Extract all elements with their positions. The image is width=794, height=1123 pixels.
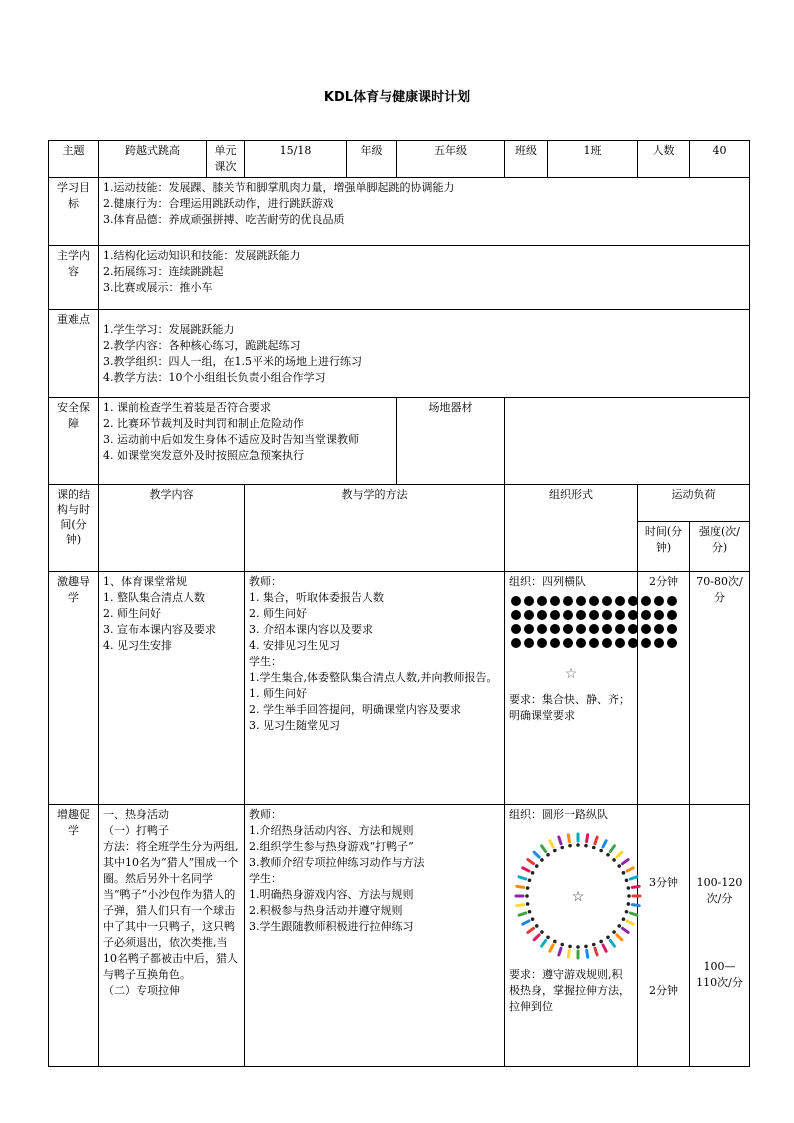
student-dot	[537, 638, 547, 648]
student-dot	[615, 596, 625, 606]
student-head	[535, 864, 539, 868]
objective-item: 2.健康行为：合理运用跳跃动作，进行跳跃游戏	[103, 197, 334, 210]
safety-label: 安全保障	[49, 398, 99, 485]
content-label: 主学内容	[49, 246, 99, 310]
student-dot	[524, 624, 534, 634]
student-head	[612, 858, 616, 862]
time-value: 3分钟	[649, 876, 678, 889]
student-figure	[550, 945, 553, 951]
circle-formation	[513, 831, 643, 961]
intensity-header: 强度(次/分)	[690, 522, 750, 572]
student-figure	[528, 928, 534, 932]
method-line: 3.教师介绍专项拉伸练习动作与方法	[249, 856, 425, 869]
method-line: 1.介绍热身活动内容、方法和规则	[249, 824, 414, 837]
teacher-star-icon: ☆	[571, 889, 585, 905]
student-dot	[576, 610, 586, 620]
student-head	[525, 894, 529, 898]
student-dot	[641, 624, 651, 634]
methods-header: 教与学的方法	[245, 485, 505, 572]
content-line: 1. 整队集合清点人数	[103, 591, 205, 604]
student-figure	[632, 886, 639, 887]
student-head	[576, 945, 580, 949]
objective-item: 1.运动技能：发展踝、膝关节和脚掌肌肉力量，增强单脚起跳的协调能力	[103, 181, 455, 194]
student-dot	[602, 610, 612, 620]
section-content	[99, 805, 245, 1067]
intensity-value: 100-120次/分	[696, 876, 743, 905]
student-head	[568, 945, 572, 949]
structure-header: 课的结构与时间(分钟)	[49, 485, 99, 572]
section-name: 激趣导学	[49, 572, 99, 805]
student-figure	[559, 837, 561, 844]
circle-formation-svg	[513, 831, 643, 961]
key-point-item: 4.教学方法：10个小组组长负责小组合作学习	[103, 370, 326, 384]
org-requirement: 要求：集合快、静、齐；明确课堂要求	[509, 693, 630, 722]
student-figure	[523, 868, 529, 871]
section-name: 增趣促学	[49, 805, 99, 1067]
student-dot	[550, 624, 560, 634]
method-line: 1. 师生问好	[249, 687, 307, 700]
section-methods	[245, 805, 505, 1067]
student-figure	[528, 860, 534, 864]
student-head	[625, 878, 629, 882]
content-line: 2. 师生问好	[103, 607, 161, 620]
student-figure	[517, 886, 524, 887]
student-figure	[632, 905, 639, 906]
student-head	[584, 945, 588, 949]
student-dot	[563, 624, 573, 634]
student-dot	[602, 624, 612, 634]
time-header: 时间(分钟)	[638, 522, 690, 572]
student-figure	[627, 921, 633, 924]
teacher-star-icon: ☆	[564, 666, 578, 682]
student-dot	[641, 610, 651, 620]
student-figure	[587, 835, 588, 842]
student-dot	[628, 638, 638, 648]
student-figure	[517, 905, 524, 906]
student-dot	[654, 610, 664, 620]
method-line: 2.组织学生参与热身游戏“打鸭子”	[249, 840, 414, 853]
student-figure	[550, 841, 553, 847]
student-dot	[589, 610, 599, 620]
grade-value: 五年级	[397, 141, 505, 178]
class-value: 1班	[548, 141, 638, 178]
student-dot	[602, 596, 612, 606]
method-line: 2. 师生问好	[249, 607, 307, 620]
student-dot	[589, 624, 599, 634]
lesson-plan-table	[48, 140, 750, 1067]
student-figure	[595, 948, 597, 955]
section-organization	[505, 572, 638, 805]
student-head	[627, 894, 631, 898]
student-figure	[587, 950, 588, 957]
section-intensity: 70-80次/分	[690, 572, 750, 805]
topic-value: 跨越式跳高	[99, 141, 207, 178]
student-figure	[595, 837, 597, 844]
content-line: （二）专项拉伸	[103, 984, 180, 997]
student-figure	[630, 913, 637, 915]
content-item: 3.比赛或展示：推小车	[103, 281, 213, 294]
student-head	[576, 843, 580, 847]
content-line: （一）打鸭子	[103, 824, 169, 837]
unit-label: 单元课次	[207, 141, 245, 178]
student-head	[531, 917, 535, 921]
key-points-cell	[99, 310, 750, 398]
student-head	[540, 930, 544, 934]
student-head	[599, 940, 603, 944]
student-head	[612, 930, 616, 934]
teaching-content-header: 教学内容	[99, 485, 245, 572]
student-dot	[511, 596, 521, 606]
method-line: 学生：	[249, 655, 282, 668]
method-line: 教师：	[249, 808, 282, 821]
venue-label: 场地器材	[397, 398, 505, 485]
method-line: 学生：	[249, 872, 282, 885]
method-line: 1. 集合，听取体委报告人数	[249, 591, 384, 604]
student-head	[560, 846, 564, 850]
student-dot	[654, 624, 664, 634]
student-figure	[559, 948, 561, 955]
unit-value: 15/18	[245, 141, 347, 178]
student-figure	[568, 835, 569, 842]
load-header: 运动负荷	[638, 485, 750, 522]
student-dot	[615, 638, 625, 648]
student-head	[528, 878, 532, 882]
student-figure	[610, 940, 614, 946]
student-dot	[511, 638, 521, 648]
student-dot	[563, 596, 573, 606]
student-figure	[622, 860, 628, 864]
objectives-cell	[99, 178, 750, 246]
student-dot	[576, 624, 586, 634]
student-dot	[576, 596, 586, 606]
student-figure	[542, 846, 546, 852]
method-line: 2. 学生举手回答提问，明确课堂内容及要求	[249, 703, 461, 716]
student-dot	[537, 610, 547, 620]
safety-item: 2. 比赛环节裁判及时判罚和制止危险动作	[103, 417, 304, 430]
objective-item: 3.体育品德：养成顽强拼搏、吃苦耐劳的优良品质	[103, 213, 345, 226]
safety-cell	[99, 398, 397, 485]
student-head	[627, 902, 631, 906]
student-dot	[511, 624, 521, 634]
count-value: 40	[690, 141, 750, 178]
key-points-row	[49, 310, 750, 398]
student-figure	[603, 841, 606, 847]
student-dot	[615, 610, 625, 620]
section-intensity	[690, 805, 750, 1067]
content-item: 2.拓展练习：连续跳跳起	[103, 265, 224, 278]
student-dot	[537, 624, 547, 634]
student-dot	[589, 638, 599, 648]
student-head	[568, 844, 572, 848]
org-requirement: 要求：遵守游戏规则,积极热身，掌握拉伸方法，拉伸到位	[509, 968, 630, 1013]
content-item: 1.结构化运动知识和技能：发展跳跃能力	[103, 249, 301, 262]
student-figure	[534, 935, 539, 940]
safety-item: 1. 课前检查学生着装是否符合要求	[103, 401, 271, 414]
student-dot	[667, 596, 677, 606]
student-figure	[630, 877, 637, 879]
count-label: 人数	[638, 141, 690, 178]
student-head	[546, 935, 550, 939]
student-dot	[550, 610, 560, 620]
student-dot	[576, 638, 586, 648]
student-head	[622, 871, 626, 875]
student-figure	[523, 921, 529, 924]
student-head	[625, 910, 629, 914]
student-head	[531, 871, 535, 875]
key-points-label: 重难点	[49, 310, 99, 398]
student-dot	[524, 638, 534, 648]
key-point-item: 3.教学组织：四人一组，在1.5平米的场地上进行练习	[103, 354, 362, 368]
time-value: 2分钟	[649, 984, 678, 997]
student-figure	[617, 852, 622, 857]
venue-value	[505, 398, 750, 485]
student-head	[535, 924, 539, 928]
student-dot	[641, 596, 651, 606]
student-dot	[550, 596, 560, 606]
class-label: 班级	[505, 141, 548, 178]
content-row	[49, 246, 750, 310]
content-line: 1、体育课堂常规	[103, 575, 187, 588]
safety-row	[49, 398, 750, 485]
objectives-label: 学习目标	[49, 178, 99, 246]
student-dot	[667, 624, 677, 634]
student-head	[606, 935, 610, 939]
method-line: 4. 安排见习生见习	[249, 639, 340, 652]
student-head	[592, 943, 596, 947]
student-dot	[537, 596, 547, 606]
student-dot	[563, 610, 573, 620]
section-methods	[245, 572, 505, 805]
content-line: 一、热身活动	[103, 808, 169, 821]
student-dot	[524, 596, 534, 606]
student-dot	[628, 610, 638, 620]
student-head	[627, 886, 631, 890]
section-row	[49, 805, 750, 1067]
student-head	[592, 846, 596, 850]
student-dot	[602, 638, 612, 648]
student-dot	[589, 596, 599, 606]
student-head	[553, 940, 557, 944]
student-head	[553, 849, 557, 853]
section-organization	[505, 805, 638, 1067]
student-figure	[610, 846, 614, 852]
content-line: 4. 见习生安排	[103, 639, 172, 652]
student-dot	[563, 638, 573, 648]
intensity-value: 100—110次/分	[696, 960, 743, 989]
section-time	[638, 805, 690, 1067]
org-title: 组织：四列横队	[509, 575, 586, 588]
method-line: 2.积极参与热身活动并遵守规则	[249, 904, 403, 917]
student-figure	[534, 852, 539, 857]
column-header-row	[49, 485, 750, 522]
student-dot	[524, 610, 534, 620]
student-head	[546, 853, 550, 857]
student-head	[526, 886, 530, 890]
org-title: 组织：圆形一路纵队	[509, 808, 608, 821]
student-head	[560, 943, 564, 947]
section-time: 2分钟	[638, 572, 690, 805]
student-dot	[667, 610, 677, 620]
section-content	[99, 572, 245, 805]
content-line: 3. 宣布本课内容及要求	[103, 623, 216, 636]
student-figure	[622, 928, 628, 932]
student-figure	[627, 868, 633, 871]
student-figure	[519, 877, 526, 879]
student-figure	[603, 945, 606, 951]
student-dot	[667, 638, 677, 648]
safety-item: 4. 如课堂突发意外及时按照应急预案执行	[103, 449, 304, 462]
method-line: 3.学生跟随教师积极进行拉伸练习	[249, 920, 414, 933]
student-figure	[568, 950, 569, 957]
safety-item: 3. 运动前中后如发生身体不适应及时告知当堂课教师	[103, 433, 359, 446]
content-cell	[99, 246, 750, 310]
section-row	[49, 572, 750, 805]
method-line: 3. 见习生随堂见习	[249, 719, 340, 732]
student-dot	[654, 596, 664, 606]
student-figure	[519, 913, 526, 915]
method-line: 1.明确热身游戏内容、方法与规则	[249, 888, 414, 901]
student-head	[528, 910, 532, 914]
student-dot	[654, 638, 664, 648]
student-figure	[617, 935, 622, 940]
student-head	[622, 917, 626, 921]
student-head	[617, 864, 621, 868]
student-head	[617, 924, 621, 928]
student-dot	[511, 610, 521, 620]
student-dot	[628, 624, 638, 634]
method-line: 3. 介绍本课内容以及要求	[249, 623, 373, 636]
topic-label: 主题	[49, 141, 99, 178]
header-row	[49, 141, 750, 178]
grade-label: 年级	[347, 141, 397, 178]
student-dot	[615, 624, 625, 634]
student-figure	[542, 940, 546, 946]
key-point-item: 2.教学内容：各种核心练习，跪跳起练习	[103, 338, 301, 352]
method-line: 教师：	[249, 575, 282, 588]
student-head	[606, 853, 610, 857]
formation-dots	[511, 596, 633, 648]
student-head	[526, 902, 530, 906]
student-dot	[550, 638, 560, 648]
student-head	[599, 849, 603, 853]
student-dot	[628, 596, 638, 606]
objectives-row	[49, 178, 750, 246]
student-head	[540, 858, 544, 862]
method-line: 1.学生集合,体委整队集合清点人数,并向教师报告。	[249, 671, 498, 684]
student-dot	[641, 638, 651, 648]
student-head	[584, 844, 588, 848]
organization-header: 组织形式	[505, 485, 638, 572]
content-line: 方法：将全班学生分为两组,其中10名为“猎人”围成一个圈。然后另外十名同学当“鸭子”小沙包作为猎人的子弹，猎人们只有一个球击中了其中一只鸭子，这只鸭子必须退出，依次类推,当10名鸭子都被击中后，猎人与鸭子互换角色。	[103, 840, 239, 981]
page-title: KDL体育与健康课时计划	[323, 90, 471, 105]
key-point-item: 1.学生学习：发展跳跃能力	[103, 322, 235, 336]
